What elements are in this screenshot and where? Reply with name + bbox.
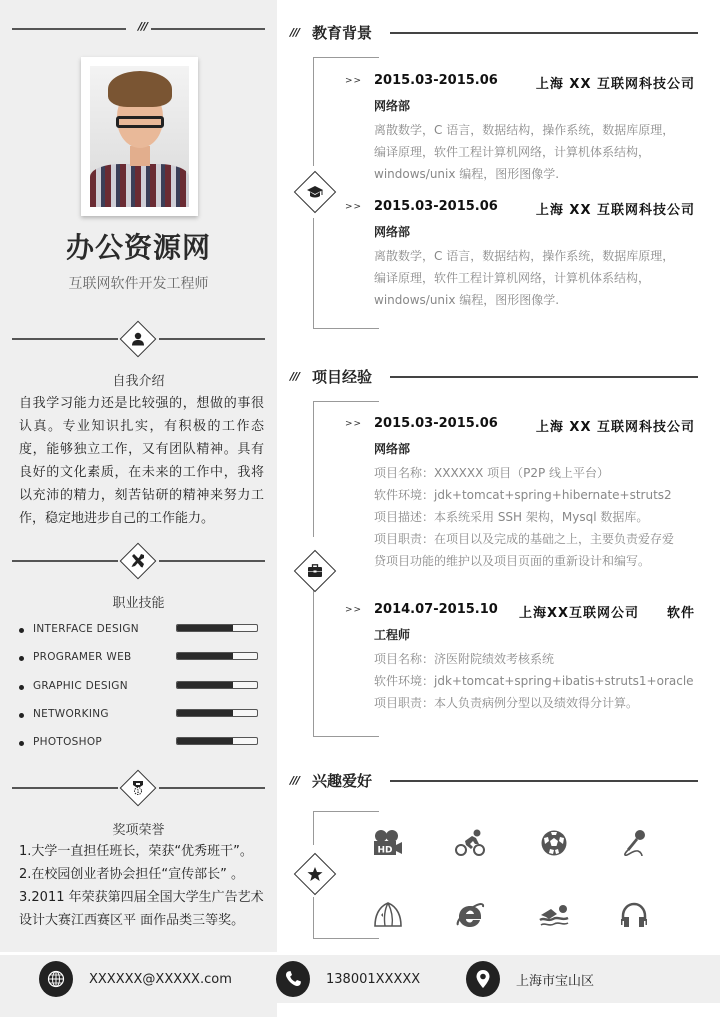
intro-diamond — [120, 321, 157, 358]
header-rule — [390, 32, 698, 34]
skills-diamond — [120, 543, 157, 580]
profile-photo — [81, 57, 198, 216]
skill-item: PROGRAMER WEB — [19, 648, 264, 676]
entry-org: 上海 XX 互联网科技公司 — [535, 77, 695, 92]
slash-mark: /// — [290, 370, 300, 383]
entry-desc: 项目名称：XXXXXX 项目（P2P 线上平台） 软件环境：jdk+tomcat+spring+hibernate+struts2 项目描述：本系统采用 SSH 架构，Mysql 数据库。 项目职责：在项目以及完成的基础之上，主要负责爱存爱 贷项目功能的维护以及项目页面的重新设计和编写。 — [374, 466, 675, 568]
skill-bar — [176, 709, 258, 717]
candidate-name: 办公资源网 — [65, 231, 211, 264]
skill-item: PHOTOSHOP — [19, 733, 264, 761]
svg-text:1: 1 — [136, 789, 140, 795]
entry-org: 上海 XX 互联网科技公司 — [535, 203, 695, 218]
headphones-icon — [616, 897, 652, 933]
contact-bar — [0, 955, 720, 1003]
slash-mark: /// — [290, 774, 300, 787]
contact-phone — [276, 961, 420, 997]
education-title: 教育背景 — [312, 24, 373, 42]
hobbies-diamond — [294, 853, 336, 895]
skill-item: NETWORKING — [19, 705, 264, 733]
awards-list — [19, 840, 269, 932]
projects-diamond — [294, 550, 336, 592]
medal-icon — [125, 775, 151, 801]
email-text[interactable]: XXXXXX@XXXXX.com — [89, 971, 232, 987]
globe-icon — [39, 961, 73, 997]
entry-org: 上海 XX 互联网科技公司 — [535, 420, 695, 435]
briefcase-icon — [300, 556, 330, 586]
award-item: 3.2011 年荣获第四届全国大学生广告艺术设计大赛江西赛区平 面作品类三等奖。 — [19, 890, 264, 928]
star-icon — [300, 859, 330, 889]
entry-desc: 离散数学，C 语言，数据结构，操作系统，数据库原理， 编译原理，软件工程计算机网络，计算机体系结构， windows/unix 编程，图形图像学. — [374, 249, 675, 307]
top-rule — [12, 20, 265, 33]
entry-dept: 工程师 — [374, 628, 411, 642]
education-diamond — [294, 171, 336, 213]
tools-icon — [125, 548, 151, 574]
soccer-ball-icon — [536, 825, 572, 861]
entry-date: 2015.03-2015.06 — [374, 73, 498, 88]
slash-mark: /// — [138, 20, 148, 33]
slash-mark: /// — [290, 26, 300, 39]
entry-dept: 网络部 — [374, 225, 411, 239]
hd-video-camera-icon — [370, 825, 406, 861]
internet-explorer-icon — [452, 897, 488, 933]
portrait — [90, 66, 189, 207]
header-rule — [390, 376, 698, 378]
graduation-cap-icon — [300, 177, 330, 207]
hobbies-header — [290, 770, 698, 794]
tent-icon — [370, 897, 406, 933]
award-item: 2.在校园创业者协会担任“宣传部长” 。 — [19, 867, 245, 882]
phone-icon — [276, 961, 310, 997]
intro-heading: 自我介绍 — [112, 374, 165, 389]
left-panel — [0, 0, 277, 1017]
awards-diamond — [120, 770, 157, 807]
microphone-icon — [616, 825, 652, 861]
divider-line — [12, 28, 126, 30]
entry-date: 2015.03-2015.06 — [374, 416, 498, 431]
contact-email — [39, 961, 232, 997]
skill-bar — [176, 681, 258, 689]
intro-divider — [12, 320, 265, 358]
entry-date: 2014.07-2015.10 — [374, 602, 498, 617]
entry-date: 2015.03-2015.06 — [374, 199, 498, 214]
skill-item: GRAPHIC DESIGN — [19, 677, 264, 705]
award-item: 1.大学一直担任班长，荣获“优秀班干”。 — [19, 844, 253, 859]
skills-divider — [12, 542, 265, 580]
skill-bar — [176, 737, 258, 745]
swimming-icon — [536, 897, 572, 933]
projects-title: 项目经验 — [312, 368, 373, 386]
intro-text: 自我学习能力还是比较强的，想做的事很认真。专业知识扎实，有积极的工作态度，能够独立工作，又有团队精神。具有良好的文化素质，在未来的工作中，我将以充沛的精力，刻苦钻研的精神来努力工作，稳定地进步自己的工作能力。 — [19, 396, 264, 526]
hobbies-title: 兴趣爱好 — [312, 772, 373, 790]
awards-divider — [12, 769, 265, 807]
entry-dept: 网络部 — [374, 442, 411, 456]
address-text: 上海市宝山区 — [516, 973, 595, 989]
cycling-icon — [452, 825, 488, 861]
skill-bar — [176, 624, 258, 632]
skills-heading: 职业技能 — [112, 596, 165, 611]
education-header — [290, 22, 698, 46]
divider-line — [151, 28, 265, 30]
svg-text:HD: HD — [377, 845, 393, 856]
entry-desc: 离散数学，C 语言，数据结构，操作系统，数据库原理， 编译原理，软件工程计算机网络，计算机体系结构， windows/unix 编程，图形图像学. — [374, 123, 675, 181]
header-rule — [390, 780, 698, 782]
person-icon — [125, 326, 151, 352]
skills-list — [19, 620, 264, 761]
entry-desc: 项目名称：济医附院绩效考核系统 软件环境：jdk+tomcat+spring+ibatis+struts1+oracle 项目职责：本人负责病例分型以及绩效得分计算。 — [374, 652, 694, 710]
skill-bar — [176, 652, 258, 660]
awards-heading: 奖项荣誉 — [112, 823, 165, 838]
location-pin-icon — [466, 961, 500, 997]
skill-item: INTERFACE DESIGN — [19, 620, 264, 648]
phone-text[interactable]: 138001XXXXX — [326, 971, 421, 987]
contact-address — [466, 961, 594, 997]
entry-org: 上海XX互联网公司 软件 — [518, 606, 695, 621]
entry-dept: 网络部 — [374, 99, 411, 113]
job-title: 互联网软件开发工程师 — [68, 276, 209, 292]
projects-header — [290, 366, 698, 390]
